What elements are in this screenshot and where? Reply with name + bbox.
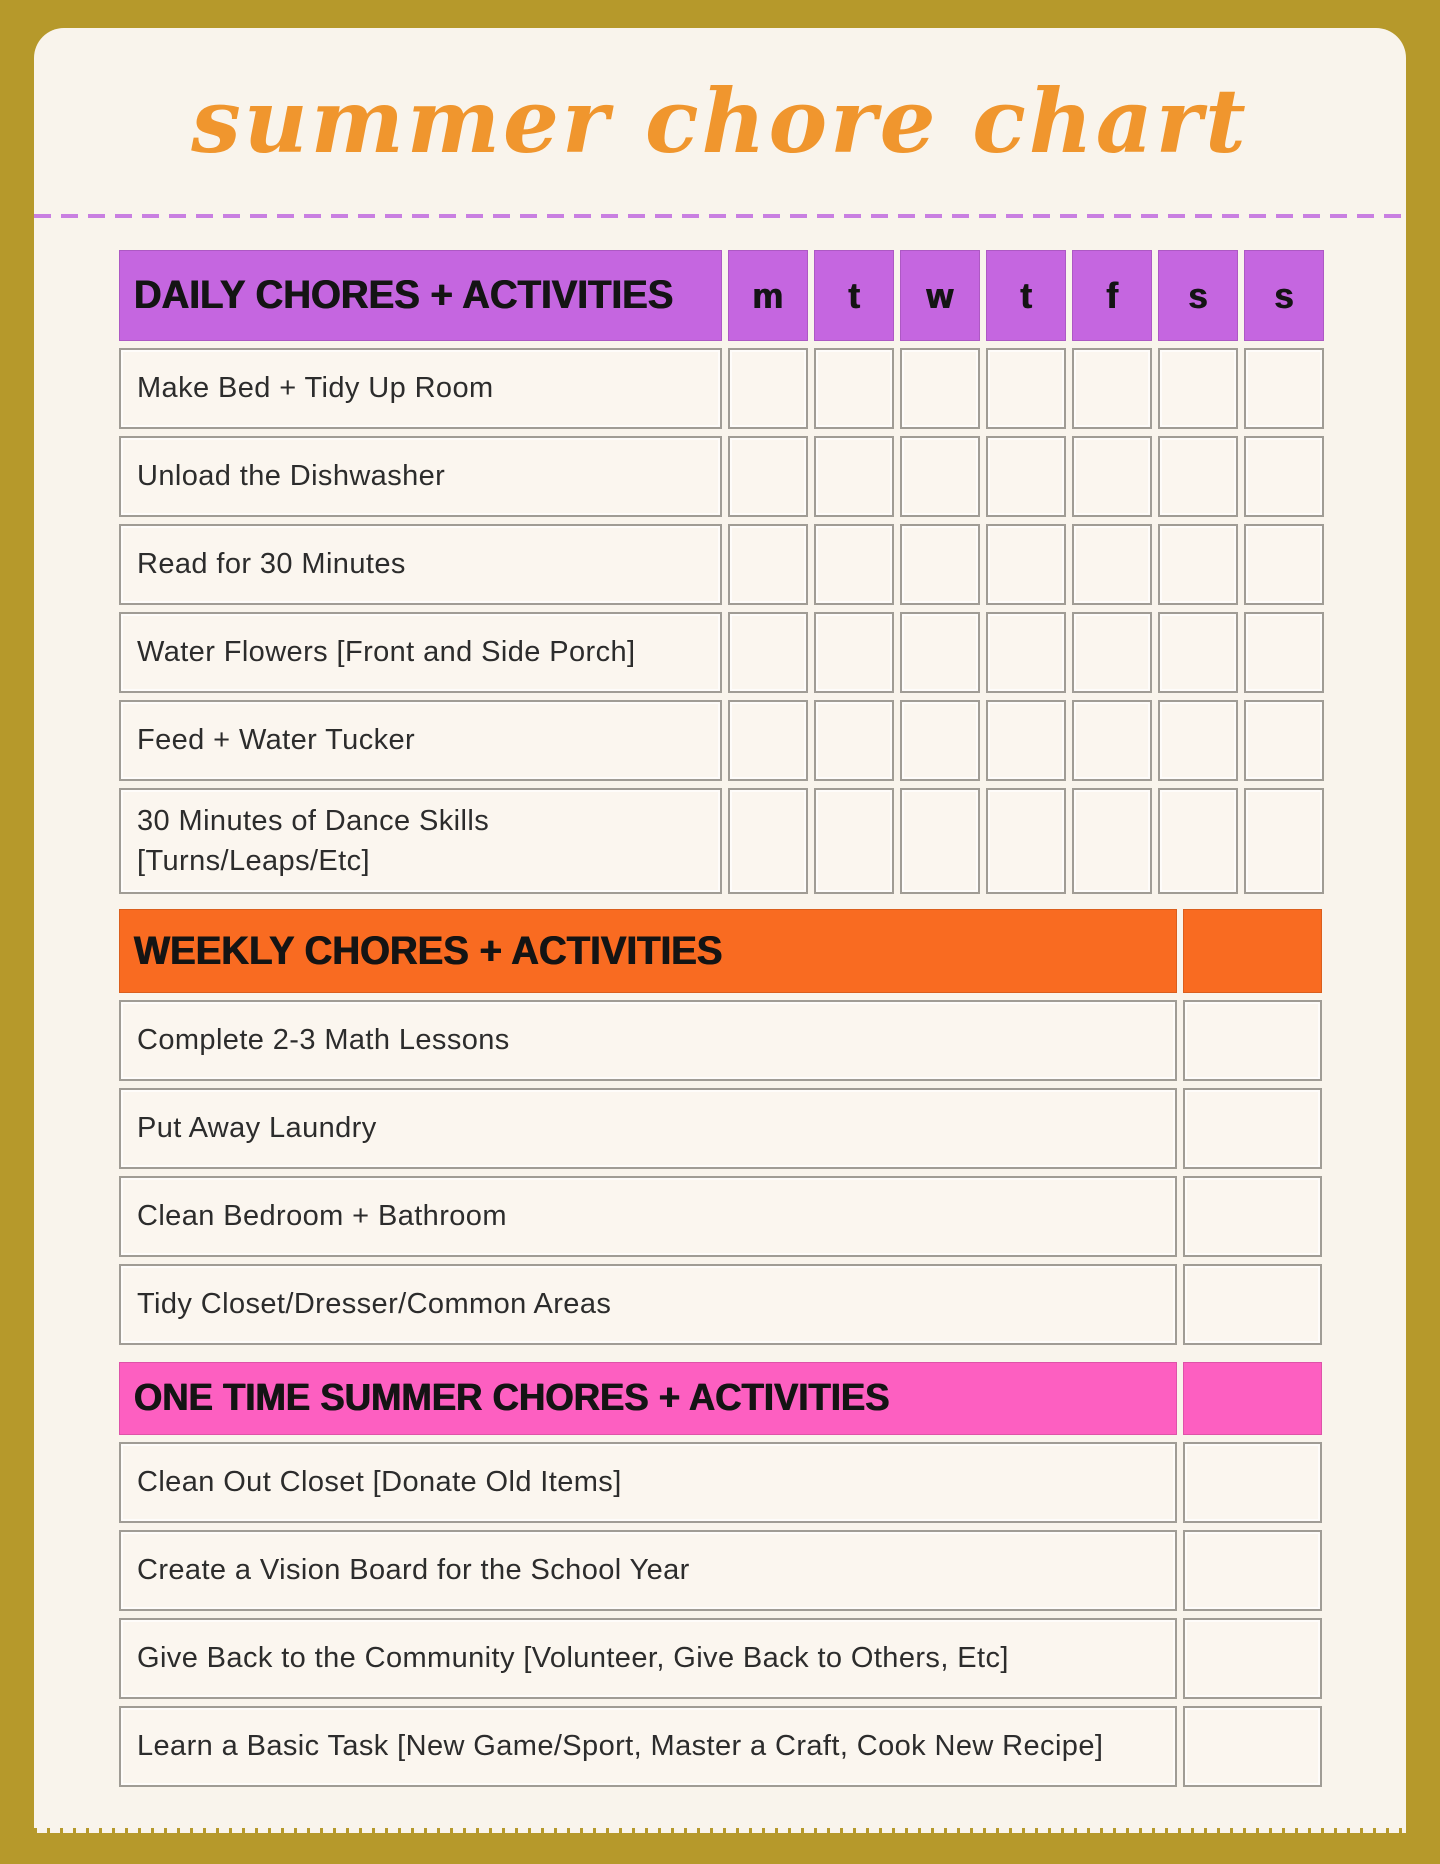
day-check-cell[interactable] <box>1244 700 1324 781</box>
daily-section <box>119 250 1322 894</box>
onetime-header-label: ONE TIME SUMMER CHORES + ACTIVITIES <box>133 1377 890 1419</box>
weekly-check-cell[interactable] <box>1183 1088 1322 1169</box>
onetime-check-cell[interactable] <box>1183 1442 1322 1523</box>
daily-chore-label <box>119 788 722 894</box>
day-check-cell[interactable] <box>1158 524 1238 605</box>
day-check-cell[interactable] <box>814 788 894 894</box>
onetime-chore-label <box>119 1530 1177 1611</box>
day-check-cell[interactable] <box>1158 612 1238 693</box>
weekly-check-cell[interactable] <box>1183 1000 1322 1081</box>
page-title: summer chore chart <box>191 69 1249 173</box>
day-check-cell[interactable] <box>900 524 980 605</box>
chore-text: Give Back to the Community [Volunteer, Give Back to Others, Etc] <box>137 1642 1009 1675</box>
onetime-chore-label <box>119 1442 1177 1523</box>
day-check-cell[interactable] <box>728 700 808 781</box>
chart-content <box>34 218 1406 1787</box>
chore-text: Water Flowers [Front and Side Porch] <box>137 636 636 669</box>
weekly-header-check-column <box>1183 909 1322 993</box>
day-check-cell[interactable] <box>1158 788 1238 894</box>
weekly-header <box>119 909 1177 993</box>
chart-panel <box>34 28 1406 1833</box>
chore-text: Unload the Dishwasher <box>137 460 446 493</box>
day-check-cell[interactable] <box>1072 436 1152 517</box>
day-letter: m <box>751 274 783 316</box>
daily-chore-label <box>119 700 722 781</box>
day-check-cell[interactable] <box>1072 612 1152 693</box>
day-check-cell[interactable] <box>1072 524 1152 605</box>
day-header-saturday <box>1158 250 1238 341</box>
day-check-cell[interactable] <box>986 700 1066 781</box>
daily-chore-label <box>119 612 722 693</box>
day-letter: t <box>1020 274 1032 316</box>
day-check-cell[interactable] <box>728 524 808 605</box>
daily-header <box>119 250 722 341</box>
chore-text: Clean Out Closet [Donate Old Items] <box>137 1466 622 1499</box>
day-check-cell[interactable] <box>1072 788 1152 894</box>
day-check-cell[interactable] <box>814 524 894 605</box>
day-check-cell[interactable] <box>728 612 808 693</box>
chore-text: Tidy Closet/Dresser/Common Areas <box>137 1288 612 1321</box>
day-check-cell[interactable] <box>986 612 1066 693</box>
day-check-cell[interactable] <box>1072 700 1152 781</box>
daily-chore-label <box>119 348 722 429</box>
perforated-edge <box>34 1828 1406 1833</box>
onetime-header-check-column <box>1183 1362 1322 1435</box>
day-check-cell[interactable] <box>986 524 1066 605</box>
onetime-section <box>119 1362 1322 1787</box>
day-check-cell[interactable] <box>814 700 894 781</box>
weekly-chore-label <box>119 1176 1177 1257</box>
day-header-monday <box>728 250 808 341</box>
day-letter: t <box>848 274 860 316</box>
weekly-header-label: WEEKLY CHORES + ACTIVITIES <box>133 928 723 973</box>
onetime-check-cell[interactable] <box>1183 1706 1322 1787</box>
day-check-cell[interactable] <box>728 348 808 429</box>
day-check-cell[interactable] <box>986 788 1066 894</box>
chore-text: Complete 2-3 Math Lessons <box>137 1024 510 1057</box>
day-header-friday <box>1072 250 1152 341</box>
day-check-cell[interactable] <box>1158 700 1238 781</box>
day-check-cell[interactable] <box>728 436 808 517</box>
weekly-chore-label <box>119 1264 1177 1345</box>
day-check-cell[interactable] <box>1244 612 1324 693</box>
day-letter: w <box>925 274 953 316</box>
weekly-chore-label <box>119 1088 1177 1169</box>
day-header-tuesday <box>814 250 894 341</box>
daily-chore-label <box>119 524 722 605</box>
day-check-cell[interactable] <box>986 348 1066 429</box>
day-check-cell[interactable] <box>1072 348 1152 429</box>
daily-header-label: DAILY CHORES + ACTIVITIES <box>133 273 673 317</box>
day-check-cell[interactable] <box>986 436 1066 517</box>
day-header-wednesday <box>900 250 980 341</box>
day-letter: f <box>1106 274 1118 316</box>
day-check-cell[interactable] <box>1244 788 1324 894</box>
weekly-section <box>119 909 1322 1345</box>
weekly-check-cell[interactable] <box>1183 1176 1322 1257</box>
daily-chore-label <box>119 436 722 517</box>
chore-text: Learn a Basic Task [New Game/Sport, Master a Craft, Cook New Recipe] <box>137 1730 1104 1763</box>
day-check-cell[interactable] <box>814 612 894 693</box>
day-check-cell[interactable] <box>900 788 980 894</box>
day-check-cell[interactable] <box>814 348 894 429</box>
day-header-sunday <box>1244 250 1324 341</box>
day-check-cell[interactable] <box>1244 436 1324 517</box>
title-bar <box>34 28 1406 214</box>
chore-text: Clean Bedroom + Bathroom <box>137 1200 507 1233</box>
day-check-cell[interactable] <box>1244 524 1324 605</box>
chore-text: Create a Vision Board for the School Year <box>137 1554 690 1587</box>
day-check-cell[interactable] <box>900 436 980 517</box>
day-letter: s <box>1273 274 1294 316</box>
weekly-chore-label <box>119 1000 1177 1081</box>
day-check-cell[interactable] <box>814 436 894 517</box>
day-check-cell[interactable] <box>900 612 980 693</box>
day-check-cell[interactable] <box>1158 348 1238 429</box>
chore-text: Make Bed + Tidy Up Room <box>137 372 494 405</box>
onetime-check-cell[interactable] <box>1183 1530 1322 1611</box>
chore-text: Read for 30 Minutes <box>137 548 406 581</box>
chore-text-line2: [Turns/Leaps/Etc] <box>137 845 370 877</box>
day-header-thursday <box>986 250 1066 341</box>
onetime-chore-label <box>119 1618 1177 1699</box>
day-check-cell[interactable] <box>1158 436 1238 517</box>
chore-text: Put Away Laundry <box>137 1112 377 1145</box>
day-check-cell[interactable] <box>900 348 980 429</box>
onetime-chore-label <box>119 1706 1177 1787</box>
day-check-cell[interactable] <box>1244 348 1324 429</box>
weekly-check-cell[interactable] <box>1183 1264 1322 1345</box>
onetime-header <box>119 1362 1177 1435</box>
chore-text: Feed + Water Tucker <box>137 724 416 757</box>
day-check-cell[interactable] <box>900 700 980 781</box>
onetime-check-cell[interactable] <box>1183 1618 1322 1699</box>
day-check-cell[interactable] <box>728 788 808 894</box>
chore-text: 30 Minutes of Dance Skills <box>137 804 490 837</box>
day-letter: s <box>1187 274 1208 316</box>
